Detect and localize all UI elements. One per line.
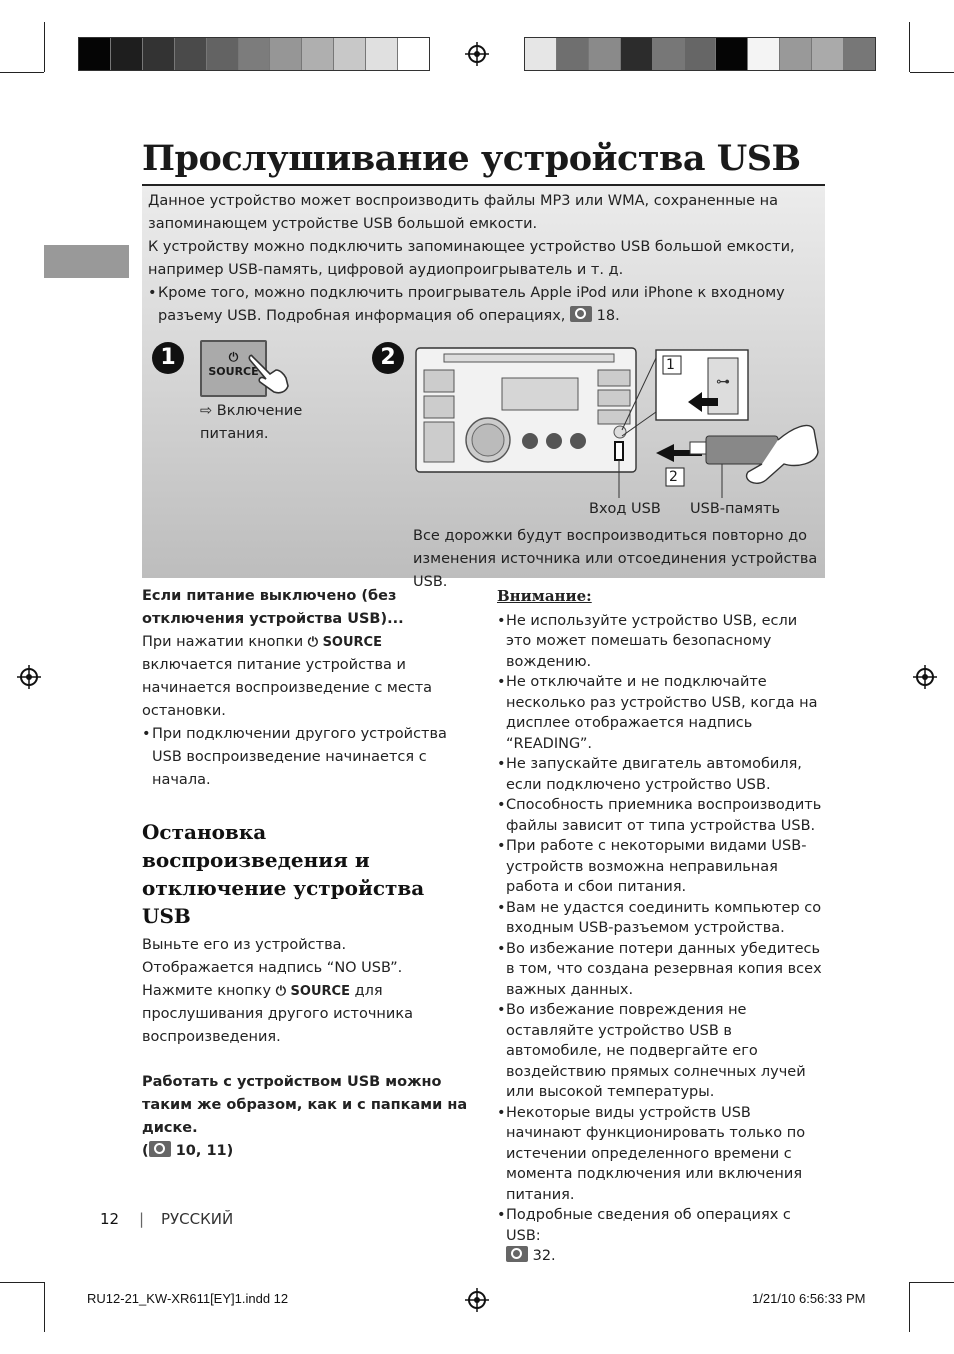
arrow-icon: ⇨	[200, 403, 213, 419]
caution-heading: Внимание:	[497, 587, 592, 605]
registration-mark-icon	[17, 665, 41, 689]
label-usb-memory: USB-память	[690, 501, 781, 517]
step1-caption-text: Включение питания.	[200, 403, 303, 442]
left-column	[142, 585, 472, 1163]
stop-text: Выньте его из устройства.	[142, 937, 347, 953]
pointing-hand-icon	[246, 348, 294, 396]
crop-mark	[0, 72, 44, 73]
crop-mark	[909, 1282, 910, 1332]
list-item: • Во избежание потери данных убедитесь в том, что создана резервная копия всех важных данных.	[497, 939, 827, 1001]
source-button-ref: ⏻ SOURCE	[275, 984, 350, 999]
car-receiver-usb-illustration	[412, 340, 822, 500]
list-item: • Способность приемника воспроизводить файлы зависит от типа устройства USB.	[497, 795, 827, 836]
caution-list	[497, 611, 827, 1267]
page-number: 12	[100, 1210, 120, 1228]
list-item: • Некоторые виды устройств USB начинают функционировать только по истечении определенного времени с момента подключения или включения питания.	[497, 1103, 827, 1206]
list-item	[497, 1205, 827, 1267]
label-usb-input: Вход USB	[589, 501, 661, 517]
paren: (	[142, 1143, 149, 1159]
crop-mark	[910, 1282, 954, 1283]
stop-heading: Остановка воспроизведения и отключение устройства USB	[142, 820, 425, 928]
color-bar-right	[524, 37, 876, 71]
list-item: • Во избежание повреждения не оставляйте устройство USB в автомобиле, не подвергайте его воздействию прямых солнечных лучей или высокой температуры.	[497, 1000, 827, 1103]
footer-date: 1/21/10 6:56:33 PM	[752, 1291, 866, 1306]
sub-step-2: 2	[669, 469, 678, 485]
list-item: • Не запускайте двигатель автомобиля, если подключено устройство USB.	[497, 754, 827, 795]
stop-text-a: Отображается надпись “NO USB”. Нажмите кнопку	[142, 960, 403, 999]
power-text-a: При нажатии кнопки	[142, 634, 304, 650]
section-tab	[44, 245, 129, 278]
magnifier-icon	[149, 1141, 171, 1157]
source-button-ref: ⏻ SOURCE	[307, 635, 382, 650]
work-heading: Работать с устройством USB можно таким же образом, как и с папками на диске.	[142, 1074, 468, 1136]
step-number-2: 2	[372, 342, 404, 374]
footer-language: РУССКИЙ	[161, 1210, 234, 1228]
page-ref: 32.	[532, 1248, 556, 1264]
crop-mark	[44, 22, 45, 72]
magnifier-icon	[570, 306, 592, 322]
list-item: • Не используйте устройство USB, если это может помешать безопасному вождению.	[497, 611, 827, 673]
magnifier-icon	[506, 1246, 528, 1262]
step1-caption	[200, 400, 340, 446]
sub-step-1: 1	[666, 357, 675, 373]
registration-mark-icon	[465, 42, 489, 66]
color-bar-left	[78, 37, 430, 71]
repeat-note: Все дорожки будут воспроизводиться повторно до изменения источника или отсоединения устройства USB.	[413, 528, 818, 590]
footer-separator: |	[139, 1210, 145, 1228]
stop-text-b: для прослушивания другого источника воспроизведения.	[142, 983, 413, 1045]
step-number-1: 1	[152, 342, 184, 374]
footer-filename: RU12-21_KW-XR611[EY]1.indd 12	[87, 1291, 289, 1306]
intro-paragraph: Данное устройство может воспроизводить файлы MP3 или WMA, сохраненные на запоминающем устройстве USB большой емкости.	[148, 193, 778, 232]
power-text-b: включается питание устройства и начинается воспроизведение с места остановки.	[142, 657, 433, 719]
page-title: Прослушивание устройства USB	[142, 138, 801, 179]
intro-bullet	[148, 282, 818, 328]
crop-mark	[909, 22, 910, 72]
power-bullet: • При подключении другого устройства USB воспроизведение начинается с начала.	[142, 723, 472, 792]
page-ref: 10, 11)	[175, 1143, 234, 1159]
crop-mark	[0, 1282, 44, 1283]
list-item: • Не отключайте и не подключайте несколько раз устройство USB, когда на дисплее отображается надпись “READING”.	[497, 672, 827, 754]
crop-mark	[910, 72, 954, 73]
source-button-label: SOURCE	[208, 365, 259, 378]
list-item-text: Подробные сведения об операциях с USB:	[506, 1207, 791, 1244]
list-item: • Вам не удастся соединить компьютер со входным USB-разъемом устройства.	[497, 898, 827, 939]
power-heading: Если питание выключено (без отключения устройства USB)...	[142, 588, 404, 627]
power-text	[142, 631, 472, 723]
work-ref	[142, 1140, 472, 1163]
caution-column	[497, 586, 827, 1267]
page-ref: 18.	[596, 308, 620, 324]
source-label: SOURCE	[290, 984, 350, 999]
source-button-illustration: ⏻ SOURCE	[200, 340, 267, 397]
intro-text	[148, 190, 818, 328]
svg-text:⊶: ⊶	[716, 374, 730, 390]
stop-text	[142, 957, 472, 1049]
list-item: • При работе с некоторыми видами USB-устройств возможна неправильная работа и сбои питания.	[497, 836, 827, 898]
crop-mark	[44, 1282, 45, 1332]
intro-bullet-text: Кроме того, можно подключить проигрыватель Apple iPod или iPhone к входному разъему USB. Подробная информация об операциях,	[158, 285, 785, 324]
registration-mark-icon	[913, 665, 937, 689]
registration-mark-icon	[465, 1288, 489, 1312]
intro-paragraph: К устройству можно подключить запоминающее устройство USB большой емкости, например USB-память, цифровой аудиопроигрыватель и т. д.	[148, 239, 795, 278]
source-label: SOURCE	[322, 635, 382, 650]
